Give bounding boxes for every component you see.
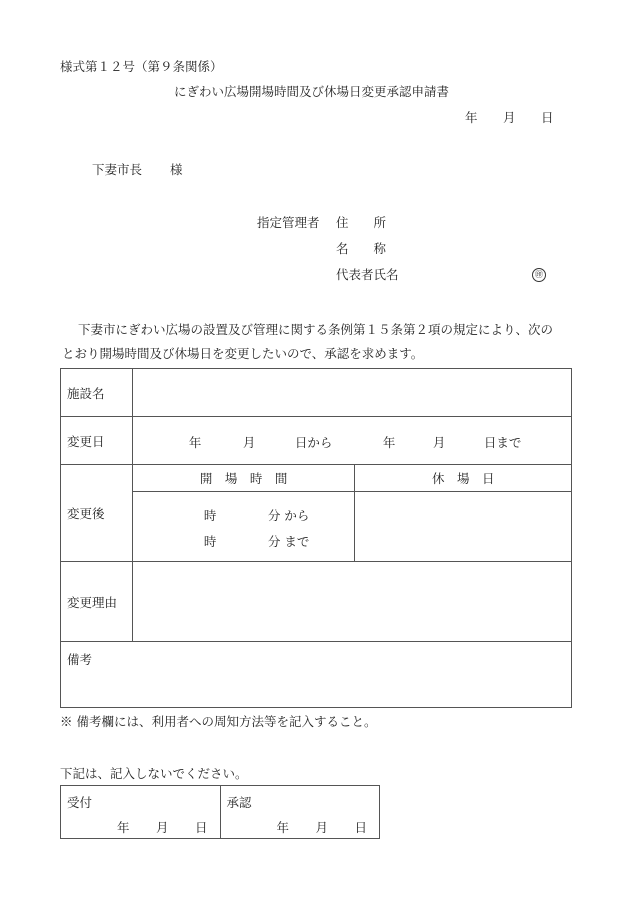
from-minute: 分 から [267, 508, 310, 523]
holiday-field[interactable] [355, 492, 572, 562]
to-minute: 分 まで [267, 534, 310, 549]
receipt-year: 年 [117, 820, 130, 835]
document-title: にぎわい広場開場時間及び休場日変更承認申請書 [174, 84, 450, 99]
holiday-header: 休 場 日 [355, 465, 572, 492]
approval-label: 承認 [226, 795, 252, 810]
addressee-name: 下妻市長 [92, 162, 143, 177]
application-table [60, 368, 572, 708]
date-day: 日 [541, 110, 554, 125]
receipt-label: 受付 [67, 795, 93, 810]
name-label: 名 称 [336, 241, 387, 256]
remarks-note: ※ 備考欄には、利用者への周知方法等を記入すること。 [60, 714, 377, 729]
reason-field[interactable] [132, 562, 571, 642]
body-line-1: 下妻市にぎわい広場の設置及び管理に関する条例第１５条第２項の規定により、次の [78, 322, 554, 337]
from-hour: 時 [203, 508, 217, 523]
remarks-field[interactable] [61, 642, 572, 708]
from-month: 月 [242, 435, 256, 450]
hours-header: 開 場 時 間 [132, 465, 355, 492]
approval-day: 日 [354, 820, 368, 835]
body-line-2: とおり開場時間及び休場日を変更したいので、承認を求めます。 [62, 346, 424, 361]
hours-field[interactable] [132, 492, 355, 562]
date-month: 月 [503, 110, 516, 125]
from-year: 年 [188, 435, 202, 450]
to-day: 日まで [483, 435, 522, 450]
receipt-cell [61, 786, 221, 839]
applicant-role: 指定管理者 [257, 215, 320, 230]
seal-mark [532, 265, 546, 282]
to-hour: 時 [203, 534, 217, 549]
approval-cell [220, 786, 380, 839]
remarks-label: 備考 [67, 652, 93, 667]
office-use-table [60, 785, 380, 839]
approval-month: 月 [315, 820, 329, 835]
to-month: 月 [432, 435, 446, 450]
reason-label: 変更理由 [61, 562, 133, 642]
facility-value-field[interactable] [132, 369, 571, 417]
representative-label: 代表者氏名 [336, 267, 399, 282]
receipt-month: 月 [156, 820, 169, 835]
form-number: 様式第１２号（第９条関係） [60, 59, 223, 74]
addressee-honorific: 様 [170, 162, 183, 177]
approval-year: 年 [276, 820, 290, 835]
seal-icon: ㊞ [532, 268, 546, 282]
facility-label: 施設名 [61, 369, 133, 417]
date-year: 年 [465, 110, 478, 125]
from-day: 日から [294, 435, 333, 450]
office-use-instruction: 下記は、記入しないでください。 [60, 766, 248, 781]
to-year: 年 [382, 435, 396, 450]
receipt-day: 日 [195, 820, 208, 835]
change-date-label: 変更日 [61, 417, 133, 465]
address-label: 住 所 [336, 215, 387, 230]
change-date-field[interactable] [132, 417, 571, 465]
after-change-label: 変更後 [61, 465, 133, 562]
